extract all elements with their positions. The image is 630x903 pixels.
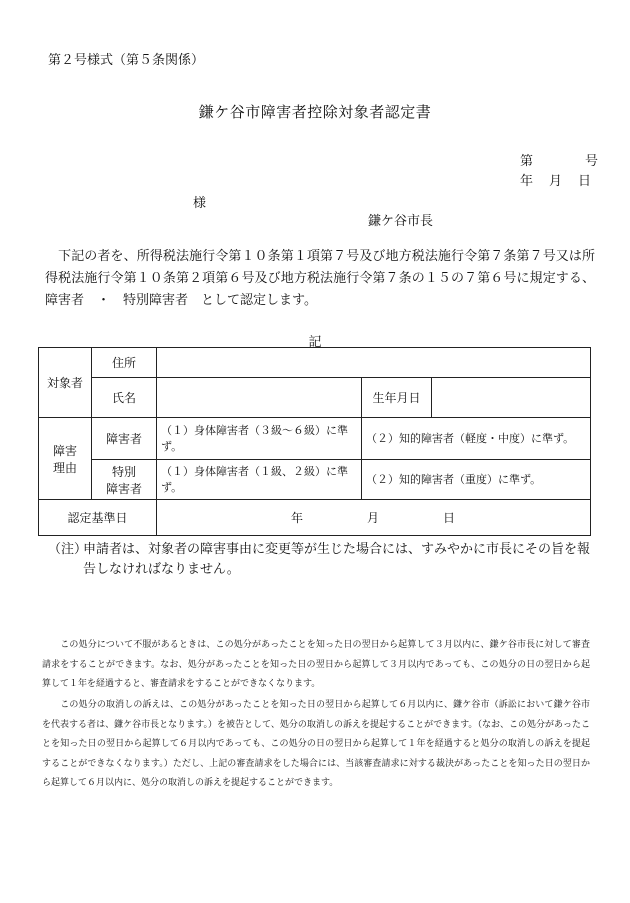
birthdate-label: 生年月日: [362, 378, 432, 418]
date-day: 日: [578, 174, 592, 189]
note-label: （注）: [48, 542, 88, 557]
document-title: 鎌ケ谷市障害者控除対象者認定書: [198, 103, 432, 121]
form-number: 第２号様式（第５条関係）: [48, 53, 205, 68]
special-intellectual-option[interactable]: （２）知的障害者（重度）に準ず。: [362, 460, 591, 500]
table-row: [39, 348, 591, 378]
ki-label: 記: [308, 335, 322, 350]
special-label-line2: 障害者: [105, 481, 142, 496]
certification-table: [38, 347, 591, 536]
lawsuit-notice-text: この処分の取消しの訴えは、この処分があったことを知った日の翌日から起算して６月以内に、鎌ケ谷市（訴訟において鎌ケ谷市を代表する者は、鎌ケ谷市長となります。）を被告として、処分の取消しの訴えを提起することができます。（なお、この処分があったことを知った日の翌日から起算して６月以内であっても、この処分の日の翌日から起算して１年を経過すると処分の取消しの訴えを提起することができなくなります。）ただし、上記の審査請求をした場合には、当該審査請求に対する裁決があったことを知った日の翌日から起算して６月以内に、処分の取消しの訴えを提起することができます。: [42, 700, 590, 788]
certification-text: 下記の者を、所得税法施行令第１０条第１項第７号及び地方税法施行令第７条第７号又は所得税法施行令第１０条第２項第６号及び地方税法施行令第７条の１５の７第６号に規定する、障害者 ・ 特別障害者 として認定します。: [45, 249, 595, 308]
address-label: 住所: [92, 348, 157, 378]
lawsuit-notice: [42, 696, 590, 794]
name-field[interactable]: [157, 378, 362, 418]
note-text: 申請者は、対象者の障害事由に変更等が生じた場合には、すみやかに市長にその旨を報告しなければなりません。: [83, 542, 591, 577]
special-label-line1: 特別: [111, 464, 136, 479]
subject-label: 対象者: [39, 348, 92, 418]
reason-label-line2: 理由: [52, 460, 77, 475]
cert-year: 年: [291, 511, 304, 525]
table-row: [39, 418, 591, 460]
disabled-physical-option[interactable]: （１）身体障害者（３級～６級）に準ず。: [157, 418, 362, 460]
document-date-line: [520, 170, 591, 189]
document-number-line: [520, 150, 598, 169]
table-row: [39, 500, 591, 536]
cert-day: 日: [443, 511, 456, 525]
table-row: [39, 460, 591, 500]
addressee-suffix: 様: [193, 196, 207, 211]
cert-month: 月: [367, 511, 380, 525]
birthdate-field[interactable]: [432, 378, 591, 418]
disabled-intellectual-option[interactable]: （２）知的障害者（軽度・中度）に準ず。: [362, 418, 591, 460]
cert-date-field[interactable]: [157, 500, 591, 536]
address-field[interactable]: [157, 348, 591, 378]
number-suffix: 号: [585, 154, 599, 169]
number-prefix: 第: [520, 154, 534, 169]
date-month: 月: [549, 174, 563, 189]
reason-label-line1: 障害: [52, 443, 77, 458]
reason-label: [39, 418, 92, 500]
table-row: [39, 378, 591, 418]
special-disabled-label: [92, 460, 157, 500]
date-year: 年: [520, 174, 534, 189]
appeal-notice-text: この処分について不服があるときは、この処分があったことを知った日の翌日から起算して３月以内に、鎌ケ谷市長に対して審査請求をすることができます。なお、処分があったことを知った日の翌日から起算して３月以内であっても、この処分の日の翌日から起算して１年を経過すると、審査請求をすることができなくなります。: [42, 640, 590, 689]
certification-paragraph: [45, 246, 595, 312]
note: [48, 540, 593, 580]
special-physical-option[interactable]: （１）身体障害者（１級、２級）に準ず。: [157, 460, 362, 500]
appeal-notice: [42, 636, 590, 695]
disabled-label: 障害者: [92, 418, 157, 460]
name-label: 氏名: [92, 378, 157, 418]
cert-date-label: 認定基準日: [39, 500, 157, 536]
issuer: 鎌ケ谷市長: [368, 214, 434, 229]
